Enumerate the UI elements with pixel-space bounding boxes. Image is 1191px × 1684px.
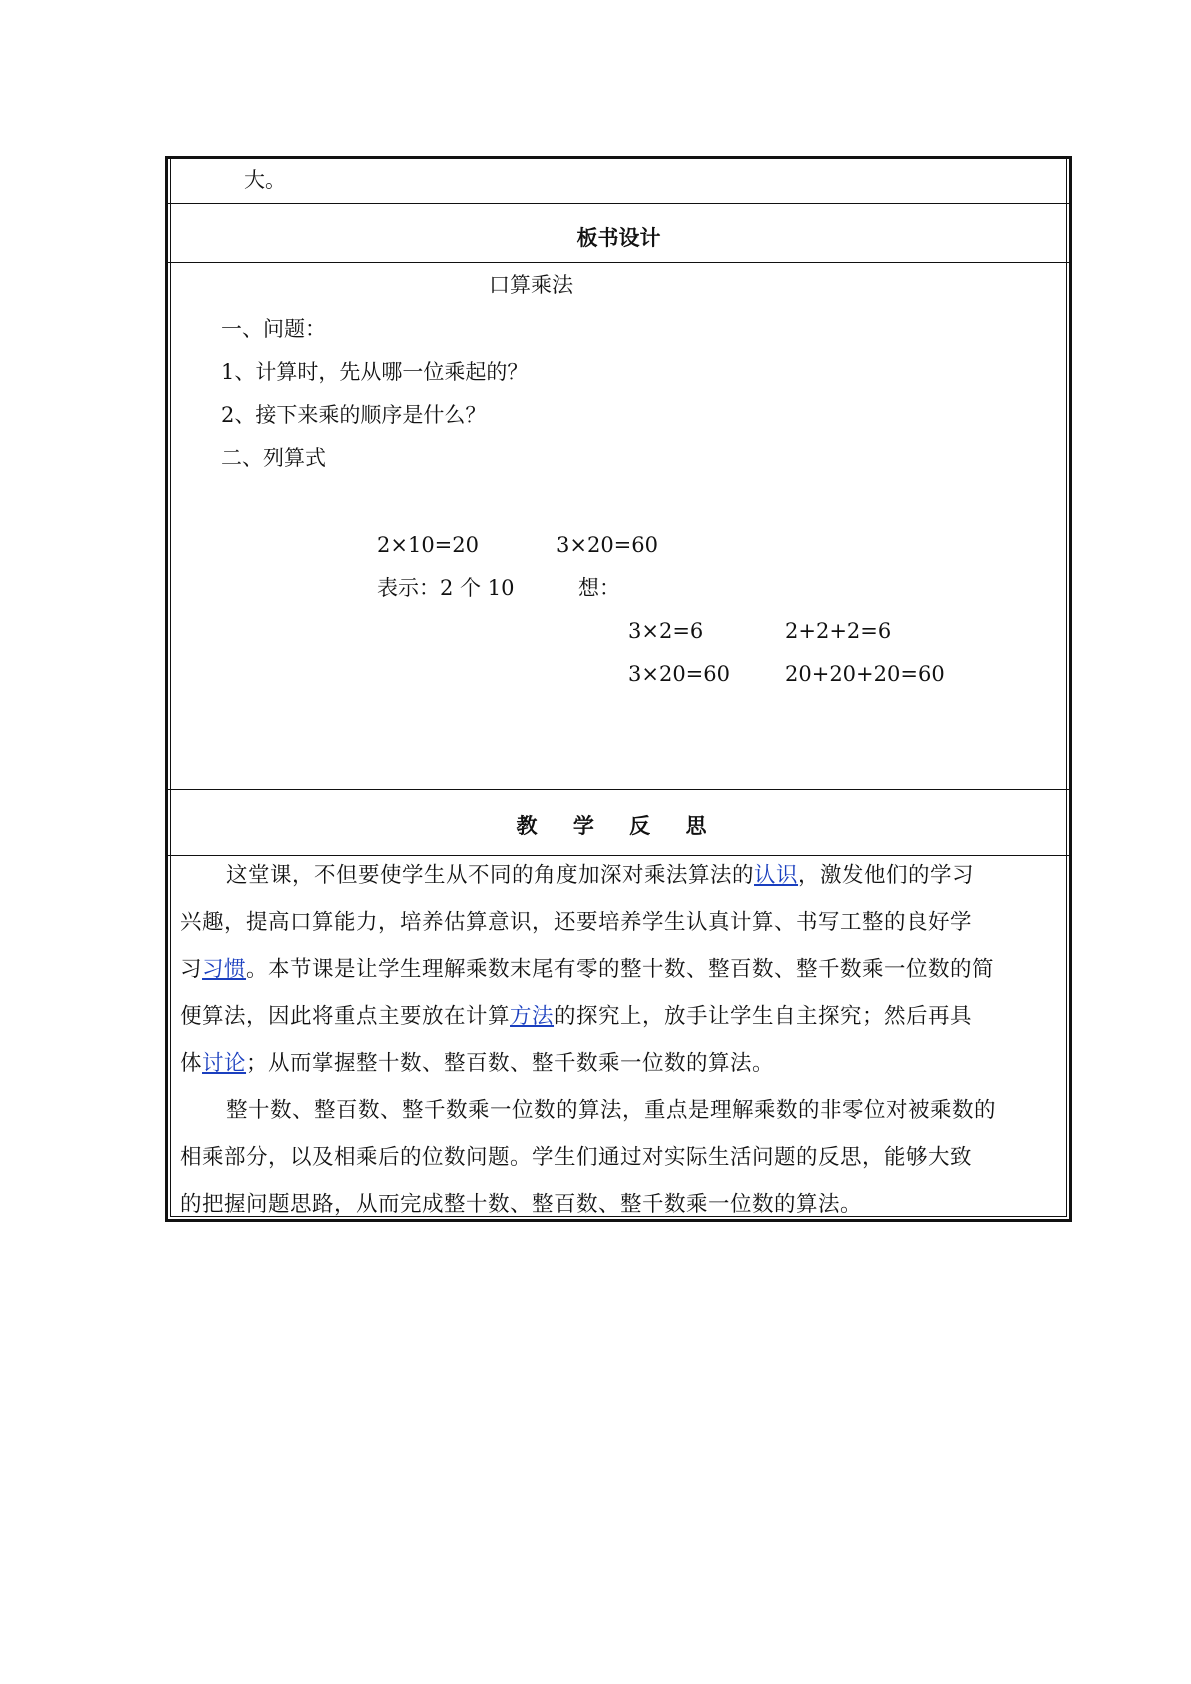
carryover-row — [168, 159, 1069, 203]
reflection-header — [168, 789, 1069, 855]
question-2: 2、接下来乘的顺序是什么？ — [221, 403, 487, 427]
reflection-title: 教 学 反 思 — [516, 814, 721, 838]
equation-3: 3×2=6 — [628, 619, 704, 643]
text-run: ；从而掌握整十数、整百数、整千数乘一位数的算法。 — [246, 1051, 775, 1076]
reflection-line: 整十数、整百数、整千数乘一位数的算法，重点是理解乘数的非零位对被乘数的 — [226, 1098, 997, 1123]
text-run: 便算法，因此将重点主要放在计算 — [180, 1004, 511, 1029]
reflection-line — [180, 993, 1060, 1040]
text-run: 这堂课，不但要使学生从不同的角度加深对乘法算法的 — [226, 863, 755, 888]
text-run: ，激发他们的学习 — [798, 863, 975, 888]
reflection-line — [180, 1040, 1060, 1087]
lesson-table — [165, 156, 1072, 1222]
link-renshi[interactable]: 认识 — [754, 863, 799, 888]
reflection-line — [180, 946, 1060, 993]
link-taolun[interactable]: 讨论 — [202, 1051, 247, 1076]
question-heading: 一、问题： — [221, 317, 326, 341]
equation-5: 3×20=60 — [628, 662, 730, 686]
reflection-content — [168, 855, 1069, 1222]
text-run: 。本节课是让学生理解乘数末尾有零的整十数、整百数、整千数乘一位数的简 — [246, 957, 995, 982]
link-xiguan[interactable]: 习惯 — [202, 957, 247, 982]
board-design-header — [168, 203, 1069, 262]
text-run: 体 — [180, 1051, 203, 1076]
reflection-line: 相乘部分，以及相乘后的位数问题。学生们通过对实际生活问题的反思，能够大致 — [180, 1145, 973, 1170]
equation-1: 2×10=20 — [377, 533, 479, 557]
link-fangfa[interactable]: 方法 — [510, 1004, 555, 1029]
meaning-text: 表示：2 个 10 — [377, 576, 515, 600]
equation-2: 3×20=60 — [556, 533, 658, 557]
question-1: 1、计算时，先从哪一位乘起的？ — [221, 360, 529, 384]
text-run: 的探究上，放手让学生自主探究；然后再具 — [554, 1004, 973, 1029]
think-label: 想： — [578, 576, 620, 600]
board-design-title: 板书设计 — [576, 226, 661, 250]
board-design-content — [168, 262, 1069, 789]
formula-heading: 二、列算式 — [221, 446, 326, 470]
equation-4: 2+2+2=6 — [785, 619, 892, 643]
reflection-line — [180, 852, 1060, 899]
text-run: 习 — [180, 957, 203, 982]
equation-6: 20+20+20=60 — [785, 662, 945, 686]
reflection-paragraph-1 — [180, 852, 1060, 1228]
reflection-line: 的把握问题思路，从而完成整十数、整百数、整千数乘一位数的算法。 — [180, 1192, 863, 1217]
carryover-text: 大。 — [244, 168, 286, 192]
reflection-line: 兴趣，提高口算能力，培养估算意识，还要培养学生认真计算、书写工整的良好学 — [180, 910, 973, 935]
board-subtitle: 口算乘法 — [489, 273, 573, 297]
